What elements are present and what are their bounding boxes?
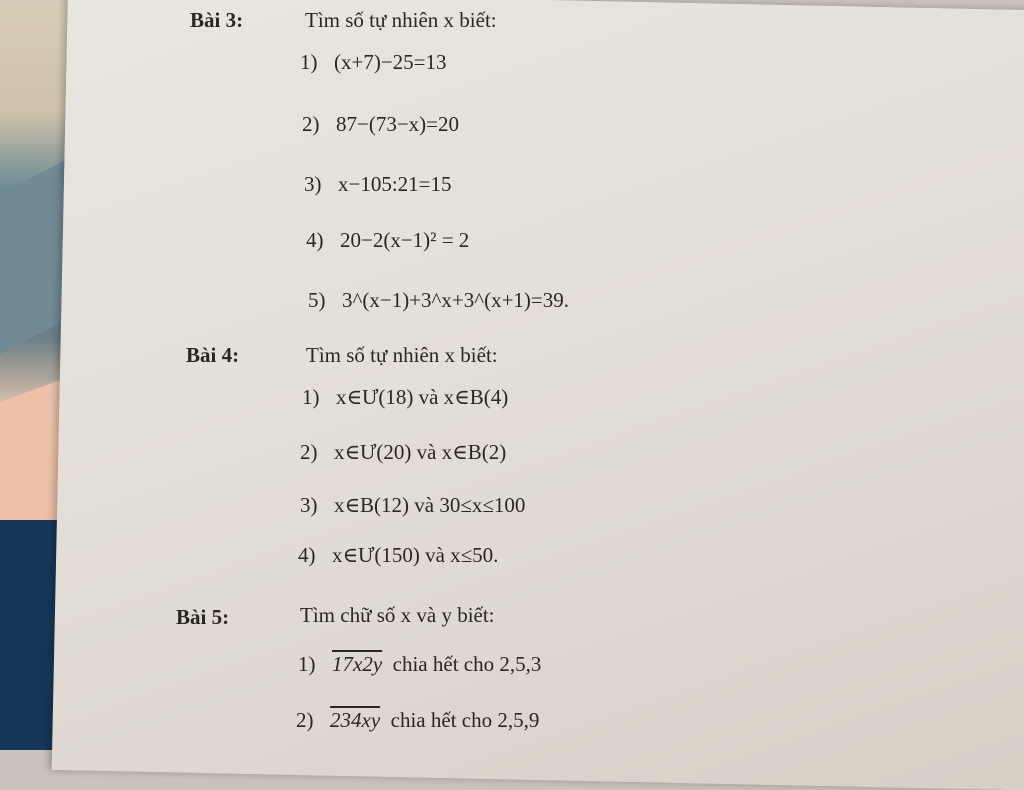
- item-number: 1): [300, 50, 318, 74]
- bai5-title: Tìm chữ số x và y biết:: [300, 603, 495, 627]
- bai5-item-2: [296, 708, 539, 733]
- math-expression: x∈Ư(150) và x≤50.: [332, 543, 499, 567]
- bai4-title: Tìm số tự nhiên x biết:: [306, 343, 498, 367]
- item-number: 1): [302, 385, 320, 409]
- item-text: chia hết cho 2,5,9: [390, 708, 540, 732]
- bai3-item-3: [304, 172, 452, 197]
- bai4-item-4: [298, 543, 498, 568]
- item-number: 2): [300, 440, 318, 464]
- bai3-title: Tìm số tự nhiên x biết:: [305, 8, 497, 32]
- math-expression: 3^(x−1)+3^x+3^(x+1)=39.: [342, 288, 570, 312]
- math-expression: x−105:21=15: [338, 172, 452, 196]
- bai4-item-1: [302, 385, 508, 410]
- math-expression: x∈Ư(20) và x∈B(2): [334, 440, 507, 464]
- item-number: 5): [308, 288, 326, 312]
- item-text: chia hết cho 2,5,3: [392, 652, 542, 676]
- math-expression: x∈B(12) và 30≤x≤100: [334, 493, 526, 517]
- item-number: 2): [302, 112, 320, 136]
- item-number: 4): [306, 228, 324, 252]
- item-number: 3): [304, 172, 322, 196]
- bai4-item-3: [300, 493, 525, 518]
- bai3-item-2: [302, 112, 459, 137]
- item-number: 2): [296, 708, 314, 732]
- bai3-item-5: [308, 288, 569, 313]
- bai3-heading: Bài 3:: [190, 8, 244, 32]
- overlined-number: 17x2y: [332, 652, 383, 676]
- math-expression: x∈Ư(18) và x∈B(4): [336, 385, 509, 409]
- bai4-item-2: [300, 440, 506, 465]
- math-expression: 87−(73−x)=20: [336, 112, 460, 136]
- overlined-number: 234xy: [330, 708, 381, 732]
- bai4-heading: Bài 4:: [186, 343, 240, 367]
- bai3-item-1: [300, 50, 447, 75]
- bai5-item-1: [298, 652, 541, 677]
- item-number: 1): [298, 652, 316, 676]
- bai5-heading: Bài 5:: [176, 605, 230, 629]
- item-number: 4): [298, 543, 316, 567]
- math-expression: (x+7)−25=13: [334, 50, 447, 74]
- bai3-item-4: [306, 228, 469, 253]
- math-expression: 20−2(x−1)² = 2: [340, 228, 470, 252]
- item-number: 3): [300, 493, 318, 517]
